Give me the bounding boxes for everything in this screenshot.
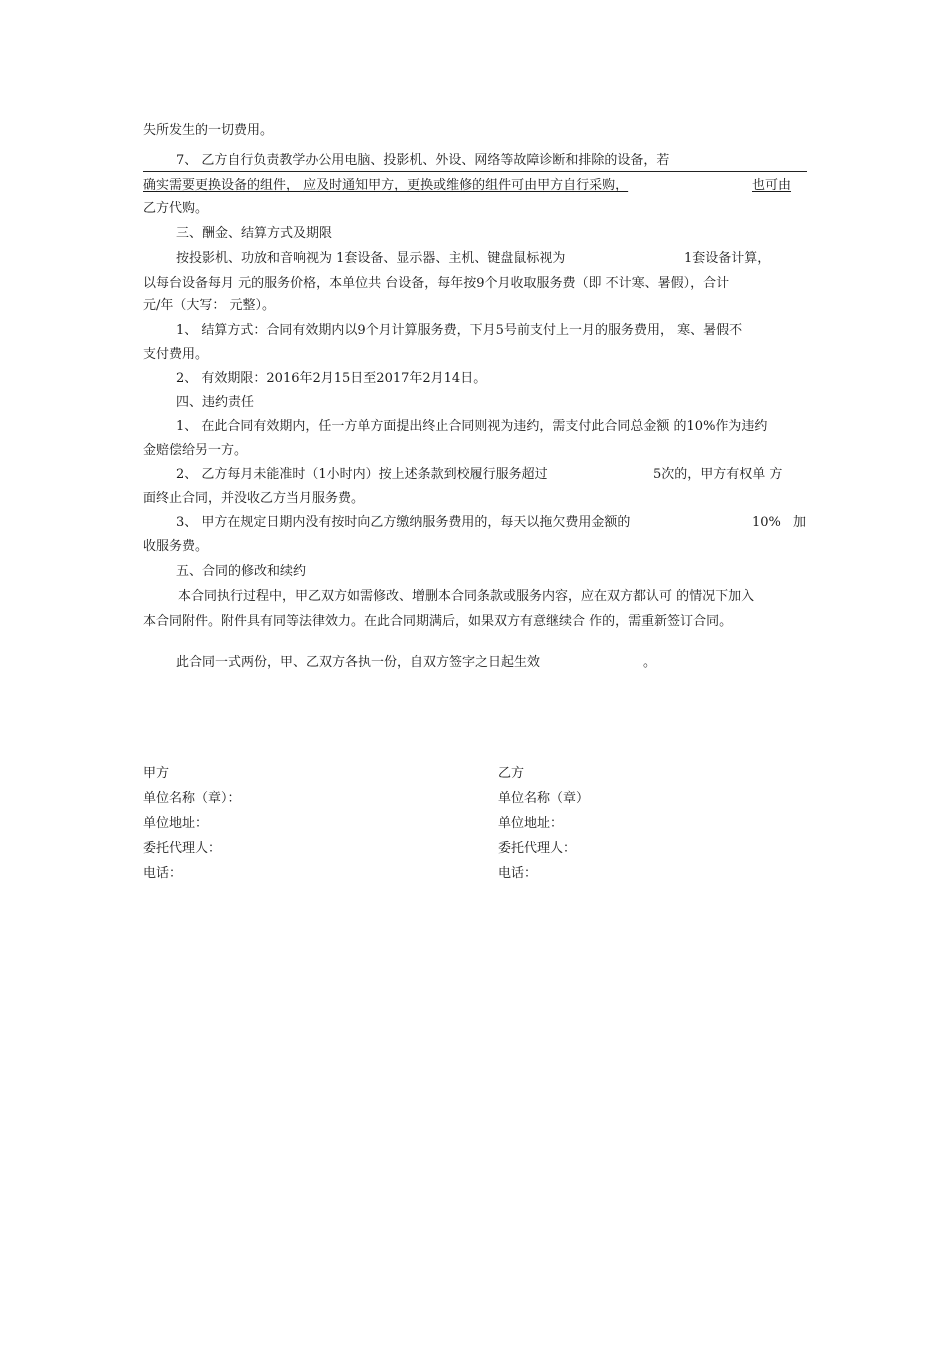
text-line: 支付费用。 [143,347,209,362]
text-line: 1、 在此合同有效期内，任一方单方面提出终止合同则视为违约，需支付此合同总金额 的10%作为违约 [176,419,768,434]
text-line: 本合同附件。附件具有同等法律效力。在此合同期满后，如果双方有意继续合 作的，需重新签订合同。 [143,614,733,629]
party-a-phone-label: 电话： [143,866,183,881]
text-line: 1套设备计算， [684,251,771,266]
party-b-address-label: 单位地址： [498,816,564,831]
text-line: 面终止合同，并没收乙方当月服务费。 [143,491,365,506]
divider-line [143,171,807,172]
party-b-phone-label: 电话： [498,866,538,881]
section-heading: 四、违约责任 [176,395,255,410]
party-b-name-label: 单位名称（章） [498,791,590,806]
party-a-address-label: 单位地址： [143,816,209,831]
text-line: 金赔偿给另一方。 [143,443,248,458]
text-line: 也可由 [752,178,792,193]
text-line: 10% [752,515,781,530]
text-line: 7、 乙方自行负责教学办公用电脑、投影机、外设、网络等故障诊断和排除的设备，若 [176,153,670,168]
text-line: 2、 乙方每月未能准时（1小时内）按上述条款到校履行服务超过 [176,467,548,482]
text-line: 确实需要更换设备的组件， 应及时通知甲方，更换或维修的组件可由甲方自行采购， [143,178,629,193]
text-line: 。 [643,655,657,670]
text-line: 按投影机、功放和音响视为 1套设备、显示器、主机、键盘鼠标视为 [176,251,566,266]
text-line: 失所发生的一切费用。 [143,123,274,138]
text-line: 此合同一式两份，甲、乙双方各执一份，自双方签字之日起生效 [176,655,541,670]
section-heading: 五、合同的修改和续约 [176,564,307,579]
text-line: 5次的，甲方有权单 方 [653,467,783,482]
party-b-title: 乙方 [498,766,525,781]
text-line: 1、 结算方式：合同有效期内以9个月计算服务费，下月5号前支付上一月的服务费用， 寒、暑假不 [176,323,743,338]
party-a-title: 甲方 [143,766,170,781]
section-heading: 三、酬金、结算方式及期限 [176,226,333,241]
text-line: 本合同执行过程中，甲乙双方如需修改、增删本合同条款或服务内容，应在双方都认可 的情况下加入 [178,589,755,604]
text-line: 以每台设备每月 元的服务价格，本单位共 台设备，每年按9个月收取服务费（即 不计寒、暑假），合计 [143,276,730,291]
text-line: 3、 甲方在规定日期内没有按时向乙方缴纳服务费用的，每天以拖欠费用金额的 [176,515,631,530]
text-line: 加 [793,515,807,530]
text-line: 2、 有效期限：2016年2月15日至2017年2月14日。 [176,371,487,386]
text-line: 元/年（大写： 元整）。 [143,298,276,313]
party-a-agent-label: 委托代理人： [143,841,222,856]
text-line: 乙方代购。 [143,201,209,216]
party-b-agent-label: 委托代理人： [498,841,577,856]
text-line: 收服务费。 [143,539,209,554]
party-a-name-label: 单位名称（章）： [143,791,241,806]
